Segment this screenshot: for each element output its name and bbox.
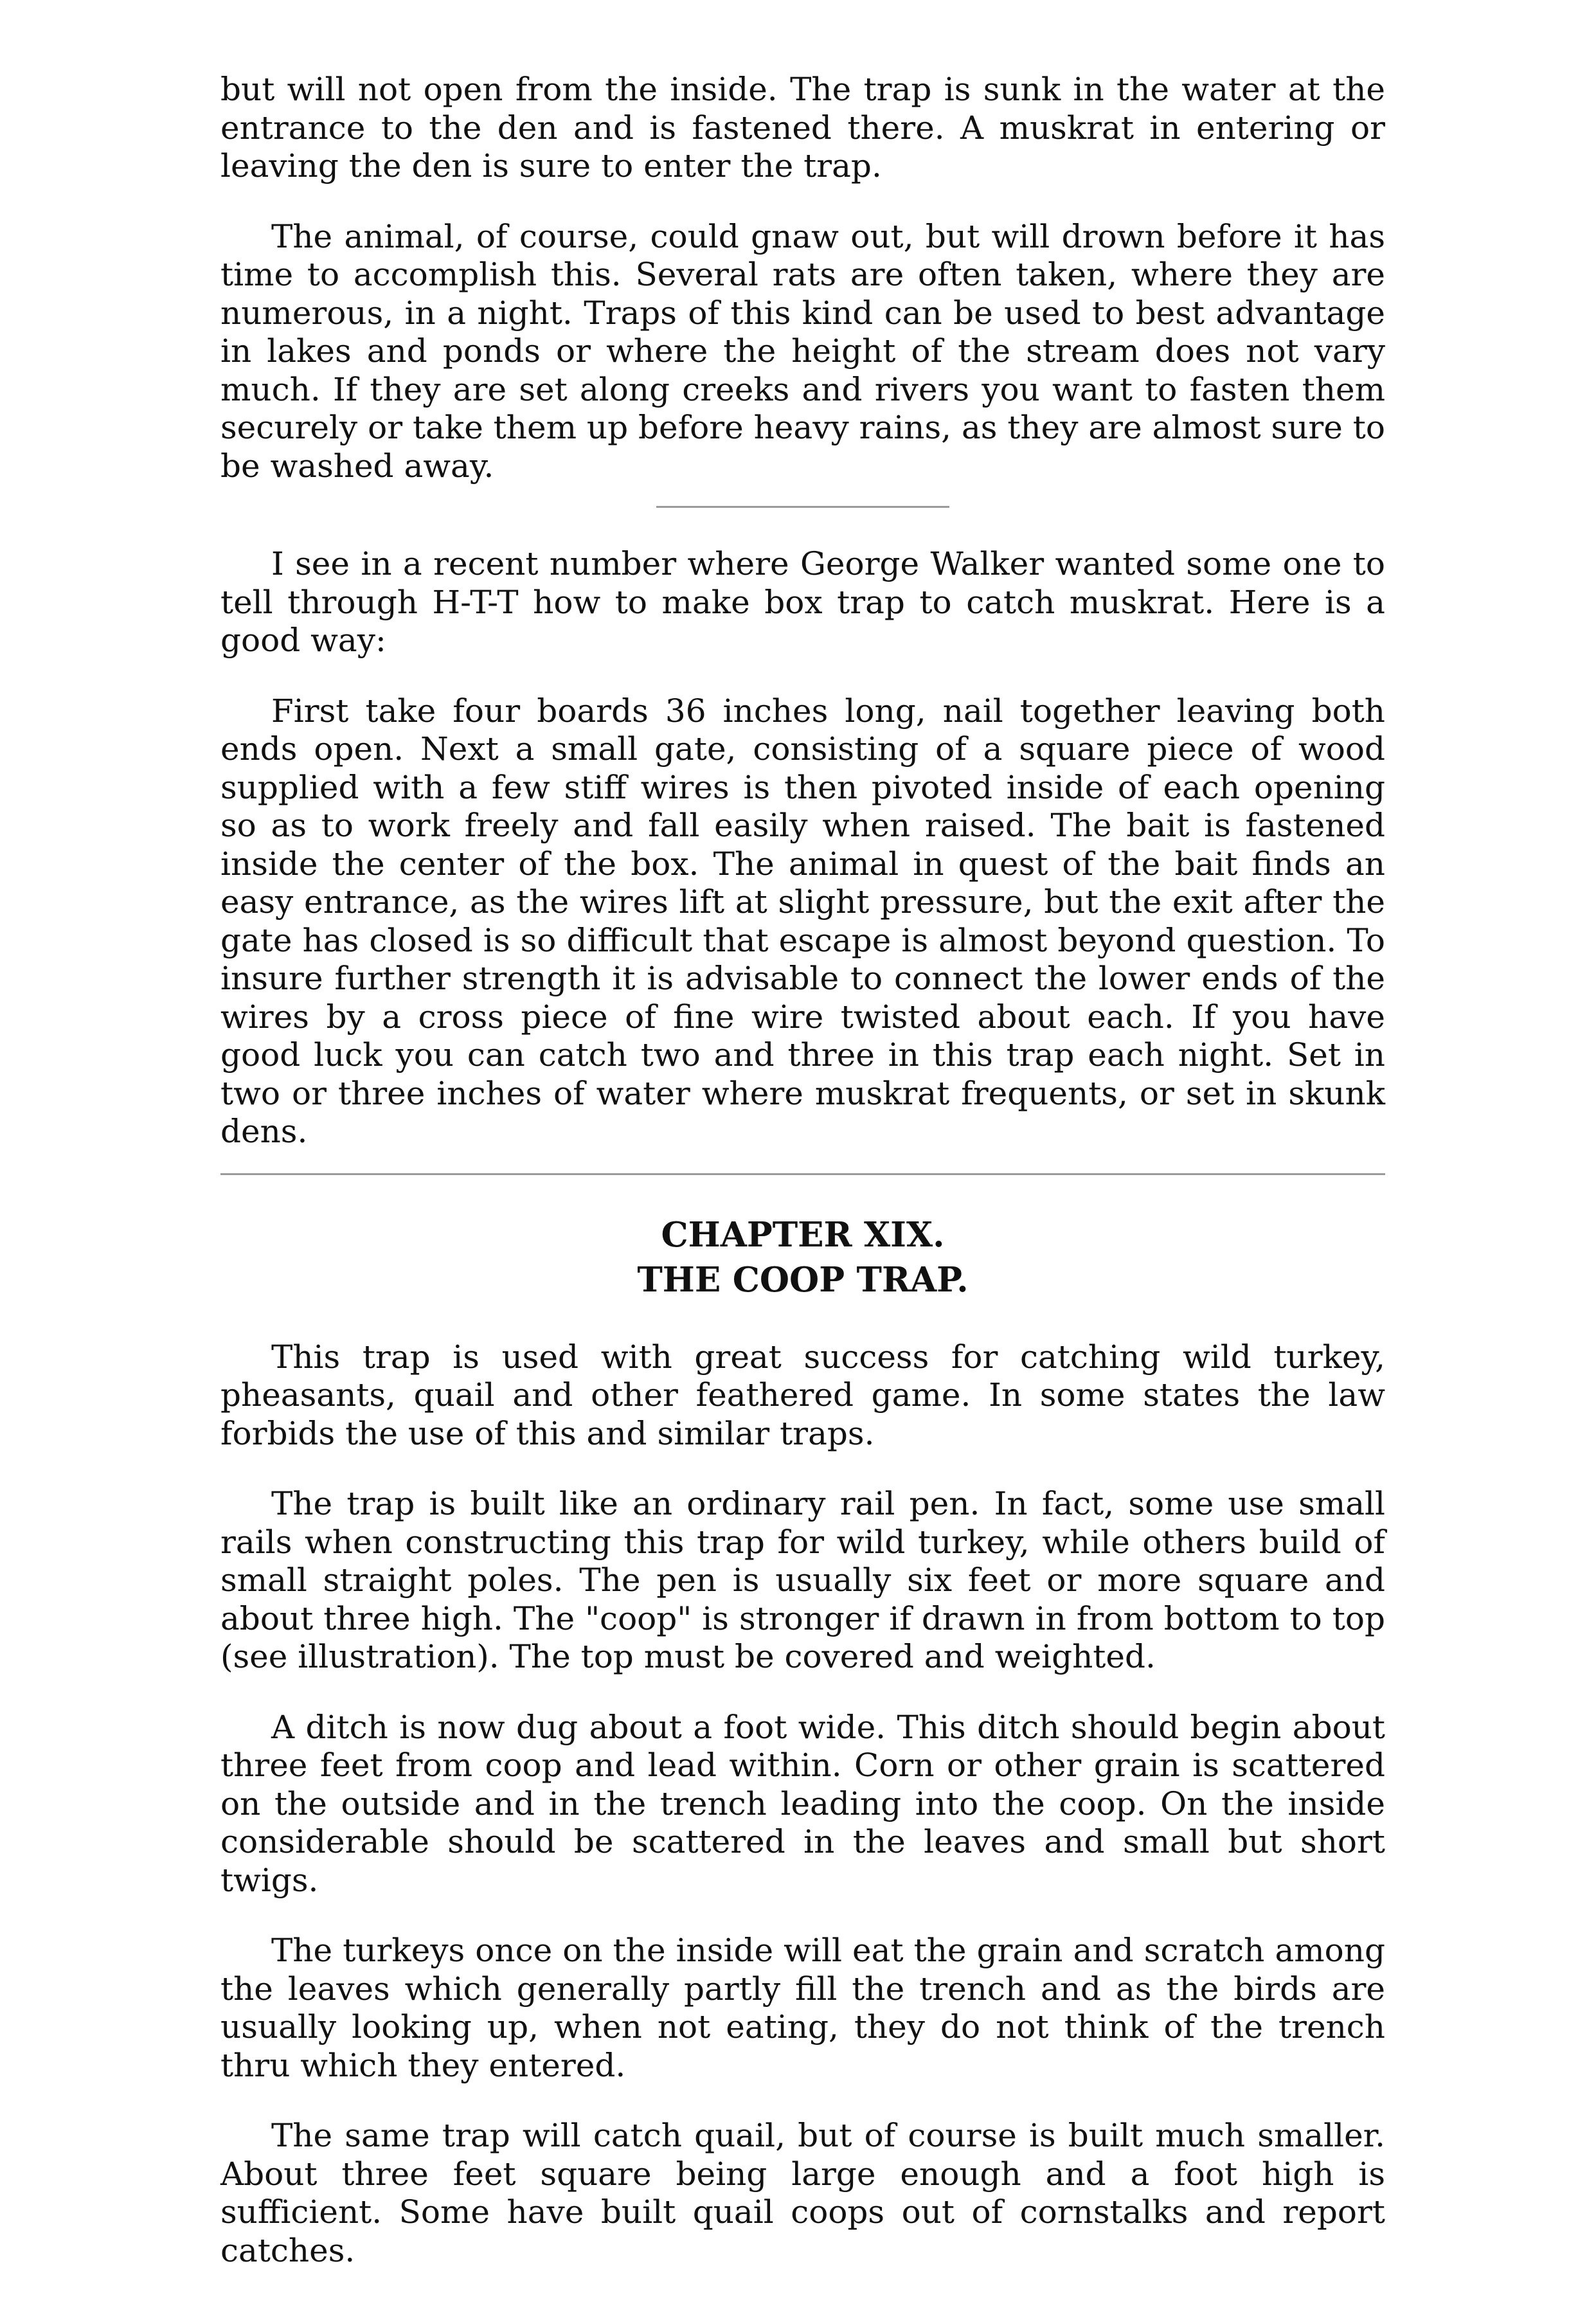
chapter-heading: [220, 1212, 1385, 1302]
book-page: [220, 71, 1385, 2302]
paragraph-continuation: but will not open from the inside. The trap is sunk in the water at the entrance to the den and is fastened there. A muskrat in entering or leaving the den is sure to enter the trap.: [220, 71, 1385, 184]
paragraph-turkeys: The turkeys once on the inside will eat the grain and scratch among the leaves which generally partly fill the trench and as the birds are usually looking up, when not eating, they do not think of the trench thru which they entered.: [220, 1932, 1385, 2084]
paragraph-quail: The same trap will catch quail, but of course is built much smaller. About three feet square being large enough and a foot high is sufficient. Some have built quail coops out of cornstalks and report catches.: [220, 2117, 1385, 2269]
paragraph-george-walker: I see in a recent number where George Walker wanted some one to tell through H-T-T how to make box trap to catch muskrat. Here is a good way:: [220, 545, 1385, 659]
paragraph-coop-intro: This trap is used with great success for catching wild turkey, pheasants, quail and other feathered game. In some states the law forbids the use of this and similar traps.: [220, 1338, 1385, 1452]
chapter-title: THE COOP TRAP.: [637, 1259, 969, 1300]
paragraph-box-trap-instructions: First take four boards 36 inches long, nail together leaving both ends open. Next a small gate, consisting of a square piece of wood supplied with a few stiff wires is then pivoted inside of each opening so as to work freely and fall easily when raised. The bait is fastened inside the center of the box. The animal in quest of the bait finds an easy entrance, as the wires lift at slight pressure, but the exit after the gate has closed is so difficult that escape is almost beyond question. To insure further strength it is advisable to connect the lower ends of the wires by a cross piece of fine wire twisted about each. If you have good luck you can catch two and three in this trap each night. Set in two or three inches of water where muskrat frequents, or set in skunk dens.: [220, 692, 1385, 1150]
chapter-divider: [220, 1173, 1385, 1175]
paragraph-coop-construction: The trap is built like an ordinary rail pen. In fact, some use small rails when constructing this trap for wild turkey, while others build of small straight poles. The pen is usually six feet or more square and about three high. The "coop" is stronger if drawn in from bottom to top (see illustration). The top must be covered and weighted.: [220, 1485, 1385, 1675]
chapter-number: CHAPTER XIX.: [661, 1214, 945, 1255]
paragraph-ditch: A ditch is now dug about a foot wide. This ditch should begin about three feet from coop and lead within. Corn or other grain is scattered on the outside and in the trench leading into the coop. On the inside considerable should be scattered in the leaves and small but short twigs.: [220, 1708, 1385, 1899]
paragraph-drowning: The animal, of course, could gnaw out, but will drown before it has time to accomplish this. Several rats are often taken, where they are numerous, in a night. Traps of this kind can be used to best advantage in lakes and ponds or where the height of the stream does not vary much. If they are set along creeks and rivers you want to fasten them securely or take them up before heavy rains, as they are almost sure to be washed away.: [220, 217, 1385, 485]
section-divider-short: [656, 506, 949, 508]
